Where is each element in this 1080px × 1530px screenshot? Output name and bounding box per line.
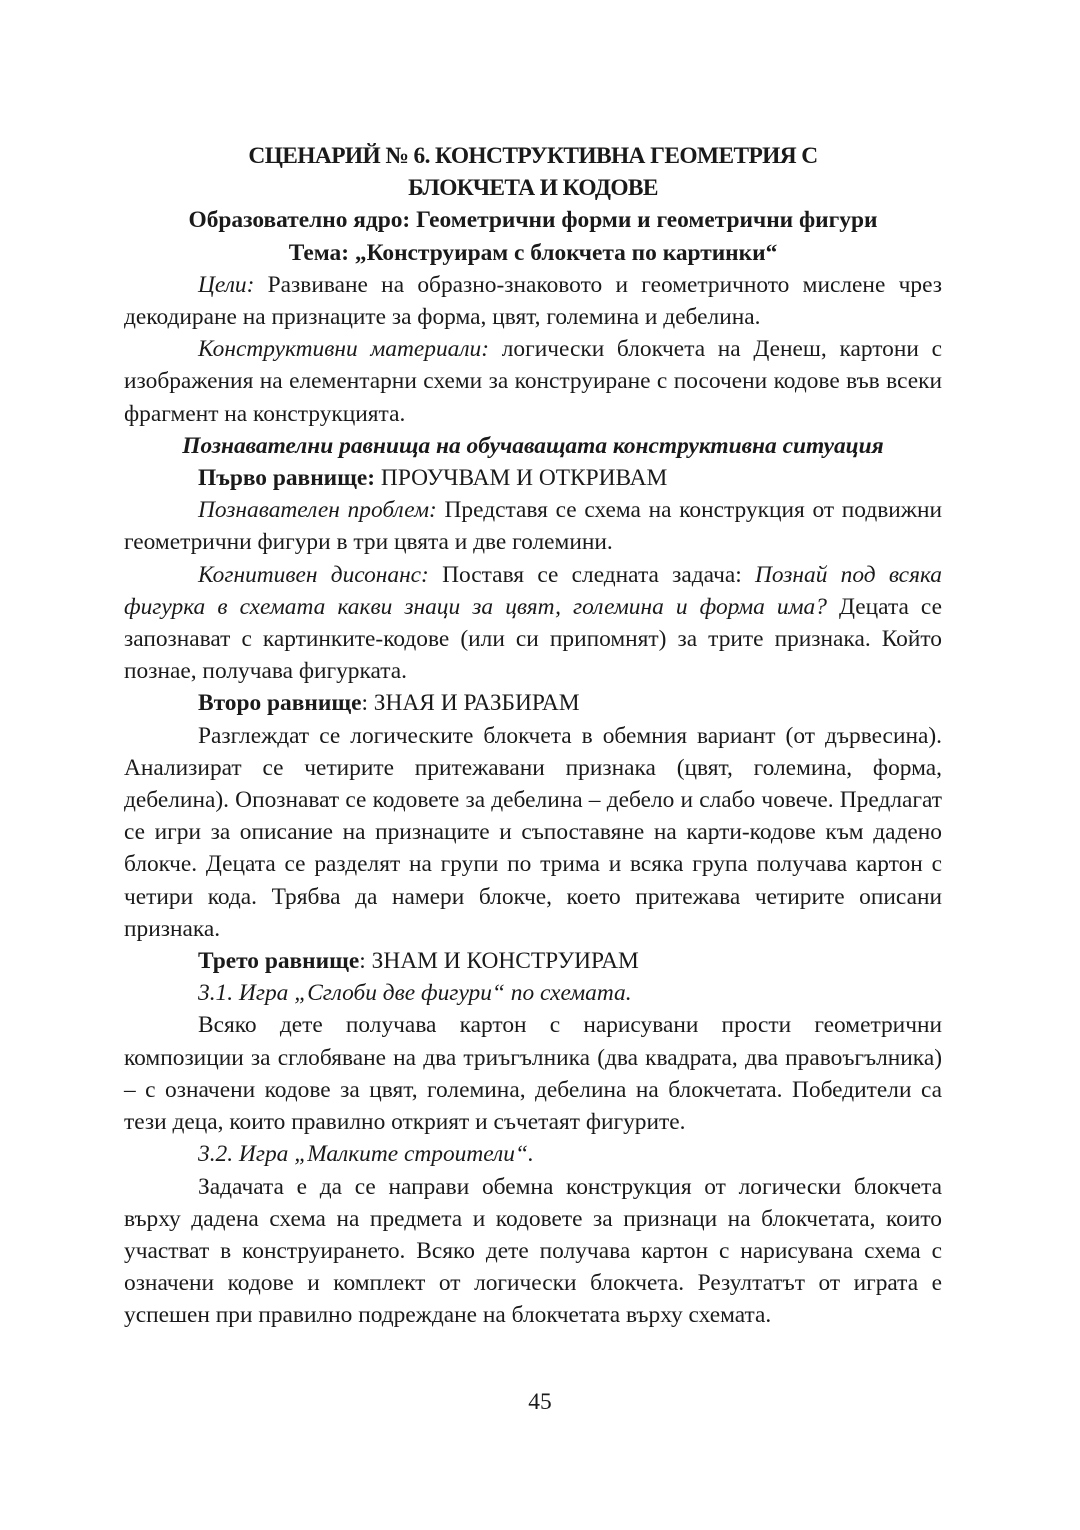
dissonance-task: Познай под всяка фигурка в схемата какви знаци за цвят, големина и форма има? (124, 561, 942, 620)
goals-text: Развиване на образно-знаковото и геометричното мислене чрез декодиране на признаците за форма, цвят, големина и дебелина. (124, 271, 942, 331)
theme: Тема: „Конструирам с блокчета по картинки“ (288, 239, 778, 266)
level2-label: Второ равнище (198, 690, 362, 717)
materials-paragraph (124, 333, 942, 430)
page-number: 45 (528, 1389, 552, 1415)
dissonance-text: Поставя се следната задача: (428, 561, 755, 588)
goals-paragraph (124, 269, 942, 333)
scenario-title-line-2: БЛОКЧЕТА И КОДОВЕ (408, 175, 658, 202)
game1-text: Всяко дете получава картон с нарисувани прости геометрични композиции за сглобяване на два триъгълника (два квадрата, два правоъгълника) – с означени кодове за цвят, големина, дебелина на блокчетата. Победители са тези деца, които правилно открият и съчетаят фигурите. (124, 1012, 942, 1136)
level1-dissonance-paragraph (124, 559, 942, 688)
levels-heading: Познавателни равнища на обучаващата конструктивна ситуация (182, 432, 884, 459)
level1-heading (124, 462, 942, 494)
document-page (124, 140, 942, 1332)
level2-name: : ЗНАЯ И РАЗБИРАМ (361, 690, 580, 717)
problem-label: Познавателен проблем: (198, 497, 437, 524)
materials-label: Конструктивни материали: (198, 336, 490, 363)
dissonance-label: Когнитивен дисонанс: (198, 561, 429, 588)
level2-heading (124, 687, 942, 719)
materials-text: логически блокчета на Денеш, картони с изображения на елементарни схеми за конструиране с посочени кодове във всеки фрагмент на конструкцията. (124, 336, 942, 427)
educational-core: Образователно ядро: Геометрични форми и геометрични фигури (188, 207, 878, 234)
scenario-title-line-1: СЦЕНАРИЙ № 6. КОНСТРУКТИВНА ГЕОМЕТРИЯ С (248, 143, 818, 169)
problem-text: Представя се схема на конструкция от подвижни геометрични фигури в три цвята и две големини. (124, 497, 942, 556)
level2-text: Разглеждат се логическите блокчета в обемния вариант (от дървесина). Анализират се четирите притежавани признака (цвят, големина, форма, дебелина). Опознават се кодовете за дебелина – дебело и слабо човече. Предлагат се игри за описание на признаците и съпоставяне на карти-кодове към дадено блокче. Децата се разделят на групи по трима и всяка група получава картон с четири кода. Трябва да намери блокче, което притежава четирите описани признака. (124, 722, 942, 942)
level1-name: ПРОУЧВАМ И ОТКРИВАМ (375, 465, 668, 492)
scenario-title (124, 140, 942, 204)
level1-problem-paragraph (124, 494, 942, 558)
level3-heading (124, 945, 942, 977)
goals-label: Цели: (198, 271, 255, 298)
level3-name: : ЗНАМ И КОНСТРУИРАМ (359, 948, 639, 975)
game2-text: Задачата е да се направи обемна конструкция от логически блокчета върху дадена схема на предмета и кодовете за признаци на блокчетата, които участват в конструирането. Всяко дете получава картон с нарисувана схема с означени кодове и комплект от логически блокчета. Резултатът от играта е успешен при правилно подреждане на блокчетата върху схемата. (124, 1173, 942, 1329)
game1-title: 3.1. Игра „Сглоби две фигури“ по схемата. (198, 980, 632, 1007)
game2-title: 3.2. Игра „Малките строители“. (198, 1141, 534, 1168)
dissonance-rest: Децата се запознават с картинките-кодове (или си припомнят) за трите признака. Който познае, получава фигурката. (124, 593, 942, 685)
level3-label: Трето равнище (198, 948, 360, 975)
level1-label: Първо равнище: (198, 465, 376, 492)
